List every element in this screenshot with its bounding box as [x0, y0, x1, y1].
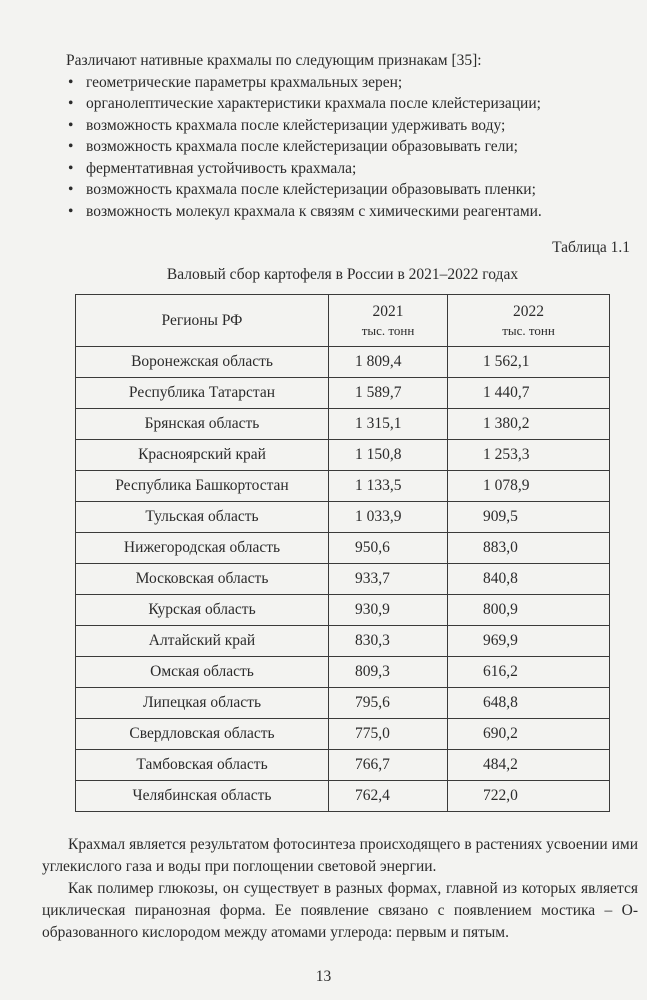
- cell-2021: 809,3: [329, 657, 448, 688]
- cell-2022: 840,8: [448, 564, 610, 595]
- cell-2022: 883,0: [448, 533, 610, 564]
- cell-region: Тульская область: [76, 502, 329, 533]
- cell-2022: 909,5: [448, 502, 610, 533]
- header-2022-unit: тыс. тонн: [502, 322, 555, 338]
- table-row: [76, 595, 610, 626]
- table-row: [76, 564, 610, 595]
- cell-region: Тамбовская область: [76, 750, 329, 781]
- cell-2021: 762,4: [329, 781, 448, 812]
- cell-2021: 1 150,8: [329, 440, 448, 471]
- header-2022: [448, 295, 610, 347]
- cell-2022: 800,9: [448, 595, 610, 626]
- cell-region: Республика Башкортостан: [76, 471, 329, 502]
- list-item: • органолептические характеристики крахмала после клейстеризации;: [66, 93, 636, 115]
- cell-2022: 1 440,7: [448, 378, 610, 409]
- table-row: [76, 750, 610, 781]
- table-header-row: [76, 295, 610, 347]
- cell-2022: 1 078,9: [448, 471, 610, 502]
- table-row: [76, 347, 610, 378]
- table-title: Валовый сбор картофеля в России в 2021–2022 годах: [166, 266, 519, 283]
- table-row: [76, 688, 610, 719]
- criteria-list: [66, 72, 636, 223]
- cell-2022: 648,8: [448, 688, 610, 719]
- cell-2022: 616,2: [448, 657, 610, 688]
- cell-region: Воронежская область: [76, 347, 329, 378]
- cell-2022: 1 380,2: [448, 409, 610, 440]
- header-region: Регионы РФ: [76, 295, 329, 347]
- cell-2021: 950,6: [329, 533, 448, 564]
- cell-2021: 1 589,7: [329, 378, 448, 409]
- cell-2022: 690,2: [448, 719, 610, 750]
- table-row: [76, 440, 610, 471]
- intro-block: [66, 50, 636, 222]
- table-row: [76, 409, 610, 440]
- cell-2021: 766,7: [329, 750, 448, 781]
- cell-2022: 1 562,1: [448, 347, 610, 378]
- cell-region: Красноярский край: [76, 440, 329, 471]
- cell-region: Омская область: [76, 657, 329, 688]
- cell-2021: 775,0: [329, 719, 448, 750]
- list-item: • возможность крахмала после клейстеризации удерживать воду;: [66, 115, 636, 137]
- cell-2021: 1 033,9: [329, 502, 448, 533]
- cell-region: Республика Татарстан: [76, 378, 329, 409]
- table-row: [76, 626, 610, 657]
- header-2021-unit: тыс. тонн: [361, 322, 415, 338]
- cell-region: Липецкая область: [76, 688, 329, 719]
- cell-region: Брянская область: [76, 409, 329, 440]
- table-row: [76, 533, 610, 564]
- cell-2021: 933,7: [329, 564, 448, 595]
- header-2021-year: 2021: [372, 302, 404, 320]
- cell-2021: 830,3: [329, 626, 448, 657]
- cell-2021: 1 315,1: [329, 409, 448, 440]
- cell-region: Свердловская область: [76, 719, 329, 750]
- page-number: 13: [315, 968, 332, 985]
- list-item: • ферментативная устойчивость крахмала;: [66, 158, 636, 180]
- intro-lead: Различают нативные крахмалы по следующим признакам [35]:: [66, 52, 482, 69]
- cell-region: Курская область: [76, 595, 329, 626]
- cell-region: Челябинская область: [76, 781, 329, 812]
- table-row: [76, 781, 610, 812]
- cell-2022: 969,9: [448, 626, 610, 657]
- table-number: Таблица 1.1: [552, 239, 630, 256]
- list-item: • геометрические параметры крахмальных зерен;: [66, 72, 636, 94]
- cell-region: Алтайский край: [76, 626, 329, 657]
- cell-2022: 1 253,3: [448, 440, 610, 471]
- list-item: • возможность молекул крахмала к связям с химическими реагентами.: [66, 201, 636, 223]
- header-2021: [329, 295, 448, 347]
- table-row: [76, 502, 610, 533]
- table-row: [76, 657, 610, 688]
- body-text: [42, 834, 638, 944]
- paragraph: Крахмал является результатом фотосинтеза происходящего в растениях усвоении ими углекислого газа и воды при поглощении световой энергии.: [42, 836, 638, 875]
- cell-2021: 1 809,4: [329, 347, 448, 378]
- list-item: • возможность крахмала после клейстеризации образовывать пленки;: [66, 179, 636, 201]
- table-row: [76, 378, 610, 409]
- cell-2021: 1 133,5: [329, 471, 448, 502]
- table-row: [76, 471, 610, 502]
- header-2022-year: 2022: [513, 302, 544, 320]
- cell-2022: 484,2: [448, 750, 610, 781]
- table-row: [76, 719, 610, 750]
- cell-2022: 722,0: [448, 781, 610, 812]
- paragraph: Как полимер глюкозы, он существует в разных формах, главной из которых является циклическая пиранозная форма. Ее появление связано с появлением мостика – О-образованного кислородом между атомами углерода: первым и пятым.: [42, 880, 638, 941]
- table-body: [76, 347, 610, 812]
- cell-2021: 795,6: [329, 688, 448, 719]
- list-item: • возможность крахмала после клейстеризации образовывать гели;: [66, 136, 636, 158]
- cell-2021: 930,9: [329, 595, 448, 626]
- cell-region: Нижегородская область: [76, 533, 329, 564]
- cell-region: Московская область: [76, 564, 329, 595]
- potato-harvest-table: [75, 294, 610, 812]
